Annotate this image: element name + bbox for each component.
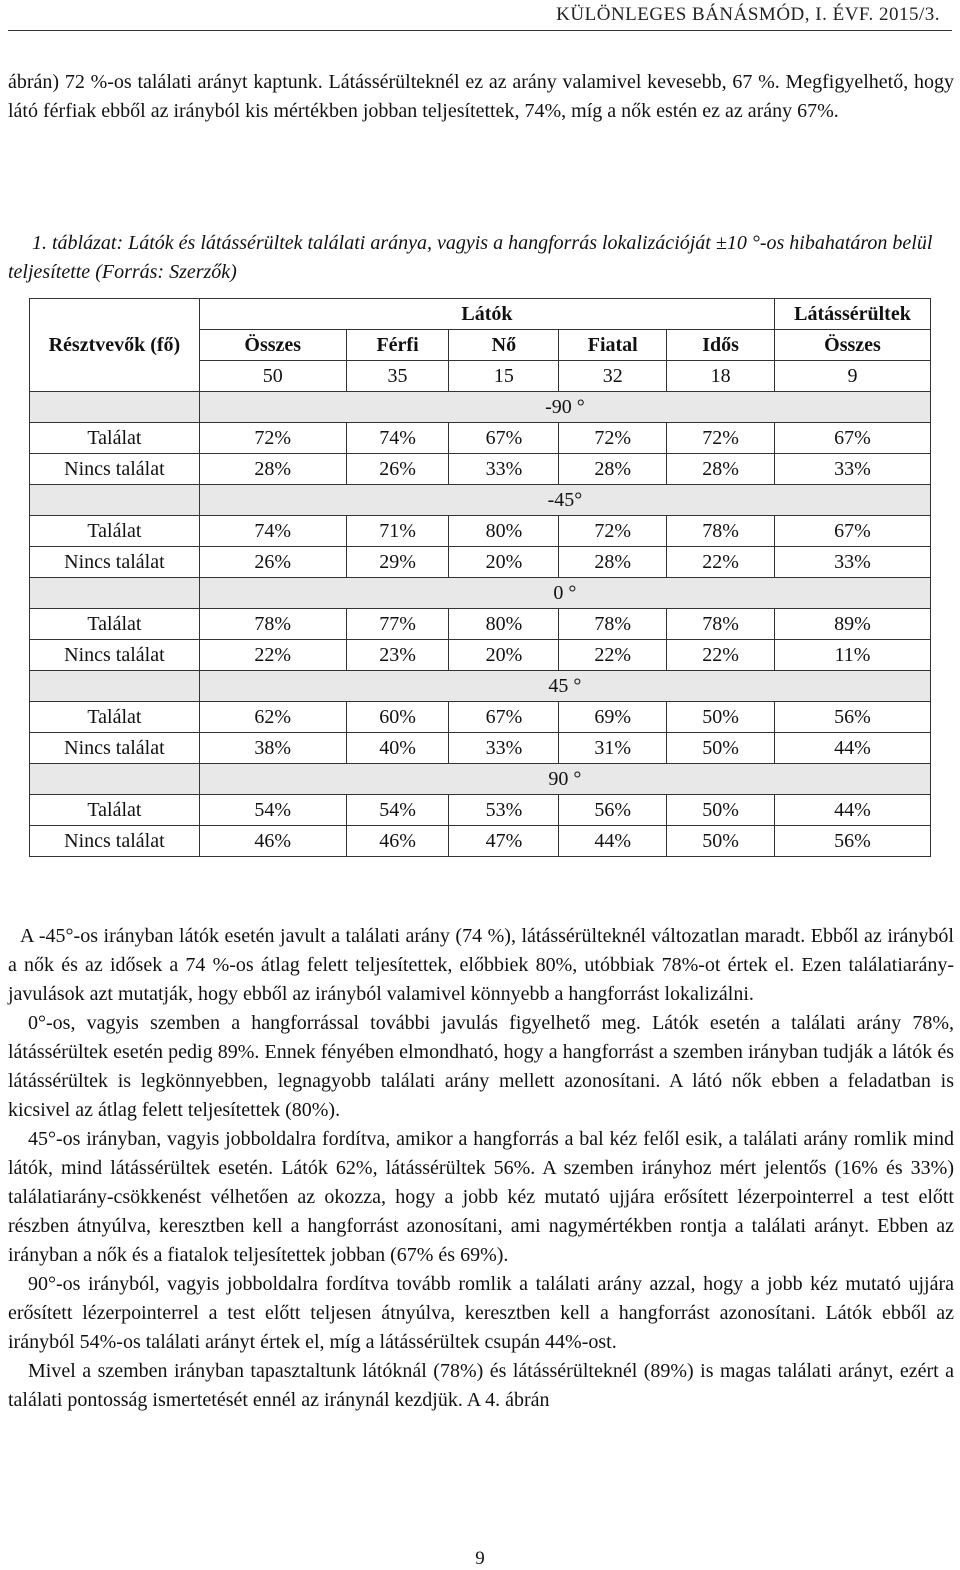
table-row: [30, 516, 931, 547]
value-cell: 50%: [667, 702, 775, 733]
angle-row: [30, 485, 931, 516]
header-divider: [8, 30, 952, 31]
table-row: [30, 454, 931, 485]
value-cell: 22%: [667, 547, 775, 578]
value-cell: 67%: [449, 423, 559, 454]
value-cell: 78%: [559, 609, 667, 640]
table-row: [30, 733, 931, 764]
body-paragraph: 45°-os irányban, vagyis jobboldalra fordítva, amikor a hangforrás a bal kéz felől esik, a találati arány romlik mind látók, mind látássérültek esetén. Látók 62%, látássérültek 56%. A szemben irányhoz mért jelentős (16% és 33%) találatiarány-csökkenést vélhetően az okozza, hogy a jobb kéz mutató ujjára erősített lézerpointerrel a test előtt részben átnyúlva, keresztben kell a hangforrást azonosítani, ami nagymértékben rontja a találati arányt. Ebben az irányban a nők és a fiatalok teljesítettek jobban (67% és 69%).: [8, 1128, 954, 1266]
value-cell: 71%: [346, 516, 449, 547]
angle-label: 90 °: [199, 764, 930, 795]
column-header: Fiatal: [559, 330, 667, 361]
running-header: KÜLÖNLEGES BÁNÁSMÓD, I. ÉVF. 2015/3.: [556, 4, 940, 25]
angle-label: 45 °: [199, 671, 930, 702]
value-cell: 67%: [449, 702, 559, 733]
body-text: [8, 922, 954, 1415]
value-cell: 20%: [449, 640, 559, 671]
value-cell: 40%: [346, 733, 449, 764]
angle-row-blank: [30, 578, 200, 609]
count-cell: 9: [775, 361, 931, 392]
angle-row-blank: [30, 671, 200, 702]
body-paragraph: Mivel a szemben irányban tapasztaltunk látóknál (78%) és látássérülteknél (89%) is magas találati arányt, ezért a találati pontosság ismertetését ennél az iránynál kezdjük. A 4. ábrán: [8, 1360, 954, 1411]
table-header-row-groups: [30, 299, 931, 330]
angle-label: 0 °: [199, 578, 930, 609]
value-cell: 54%: [346, 795, 449, 826]
value-cell: 72%: [199, 423, 346, 454]
value-cell: 56%: [775, 702, 931, 733]
table-row: [30, 640, 931, 671]
value-cell: 50%: [667, 795, 775, 826]
body-paragraph: 0°-os, vagyis szemben a hangforrással további javulás figyelhető meg. Látók esetén a találati arány 78%, látássérültek esetén pedig 89%. Ennek fényében elmondható, hogy a hangforrást a szemben irányban tudják a látók és látássérültek is legkönnyebben, legnagyobb találati arány mellett azonosítani. A látó nők ebben a feladatban is kicsivel az átlag felett teljesítettek (80%).: [8, 1012, 954, 1121]
value-cell: 72%: [667, 423, 775, 454]
value-cell: 78%: [667, 609, 775, 640]
group-sighted-header: Látók: [199, 299, 774, 330]
value-cell: 60%: [346, 702, 449, 733]
count-cell: 15: [449, 361, 559, 392]
value-cell: 72%: [559, 423, 667, 454]
value-cell: 29%: [346, 547, 449, 578]
row-label: Találat: [30, 423, 200, 454]
value-cell: 23%: [346, 640, 449, 671]
value-cell: 38%: [199, 733, 346, 764]
row-label: Találat: [30, 516, 200, 547]
value-cell: 22%: [199, 640, 346, 671]
value-cell: 72%: [559, 516, 667, 547]
angle-row-blank: [30, 485, 200, 516]
row-label: Találat: [30, 702, 200, 733]
value-cell: 44%: [559, 826, 667, 857]
angle-row: [30, 671, 931, 702]
value-cell: 50%: [667, 826, 775, 857]
column-header: Összes: [775, 330, 931, 361]
value-cell: 78%: [667, 516, 775, 547]
row-label: Nincs találat: [30, 640, 200, 671]
table-row: [30, 702, 931, 733]
row-label: Nincs találat: [30, 454, 200, 485]
angle-row-blank: [30, 392, 200, 423]
table-row: [30, 826, 931, 857]
value-cell: 26%: [199, 547, 346, 578]
value-cell: 74%: [199, 516, 346, 547]
results-table: [29, 298, 931, 857]
value-cell: 31%: [559, 733, 667, 764]
value-cell: 28%: [199, 454, 346, 485]
value-cell: 33%: [775, 547, 931, 578]
row-label: Nincs találat: [30, 733, 200, 764]
table-caption: 1. táblázat: Látók és látássérültek találati aránya, vagyis a hangforrás lokalizációját ±10 °-os hibahatáron belül teljesítette (Forrás: Szerzők): [8, 232, 933, 283]
column-header: Nő: [449, 330, 559, 361]
table-row: [30, 547, 931, 578]
value-cell: 44%: [775, 795, 931, 826]
value-cell: 77%: [346, 609, 449, 640]
value-cell: 50%: [667, 733, 775, 764]
value-cell: 11%: [775, 640, 931, 671]
value-cell: 62%: [199, 702, 346, 733]
value-cell: 44%: [775, 733, 931, 764]
table-row: [30, 609, 931, 640]
value-cell: 33%: [449, 454, 559, 485]
value-cell: 22%: [559, 640, 667, 671]
row-label: Nincs találat: [30, 547, 200, 578]
value-cell: 20%: [449, 547, 559, 578]
table-row: [30, 795, 931, 826]
value-cell: 46%: [199, 826, 346, 857]
value-cell: 28%: [559, 454, 667, 485]
table-row: [30, 423, 931, 454]
angle-row: [30, 392, 931, 423]
table-corner-label: Résztvevők (fő): [30, 299, 200, 392]
column-header: Összes: [199, 330, 346, 361]
value-cell: 54%: [199, 795, 346, 826]
value-cell: 89%: [775, 609, 931, 640]
count-cell: 18: [667, 361, 775, 392]
angle-row: [30, 764, 931, 795]
value-cell: 22%: [667, 640, 775, 671]
angle-label: -90 °: [199, 392, 930, 423]
value-cell: 33%: [449, 733, 559, 764]
value-cell: 69%: [559, 702, 667, 733]
value-cell: 56%: [775, 826, 931, 857]
column-header: Férfi: [346, 330, 449, 361]
row-label: Találat: [30, 795, 200, 826]
value-cell: 28%: [559, 547, 667, 578]
body-paragraph: 90°-os irányból, vagyis jobboldalra fordítva tovább romlik a találati arány azzal, hogy a jobb kéz mutató ujjára erősített lézerpointerrel a test előtt teljesen átnyúlva, keresztben kell a hangforrást azonosítani. Látók ebből az irányból 54%-os találati arányt értek el, míg a látássérültek csupán 44%-ost.: [8, 1273, 954, 1353]
value-cell: 28%: [667, 454, 775, 485]
angle-row-blank: [30, 764, 200, 795]
angle-row: [30, 578, 931, 609]
value-cell: 46%: [346, 826, 449, 857]
value-cell: 80%: [449, 609, 559, 640]
value-cell: 33%: [775, 454, 931, 485]
value-cell: 56%: [559, 795, 667, 826]
row-label: Találat: [30, 609, 200, 640]
angle-label: -45°: [199, 485, 930, 516]
row-label: Nincs találat: [30, 826, 200, 857]
page-number: 9: [475, 1548, 485, 1569]
body-paragraph: A -45°-os irányban látók esetén javult a találati arány (74 %), látássérülteknél változatlan maradt. Ebből az irányból a nők és az idősek a 74 %-os átlag felett teljesítettek, előbbiek 80%, utóbbiak 78%-ot értek el. Ezen találatiarány-javulások azt mutatják, hogy ebből az irányból valamivel könnyebb a hangforrást lokalizálni.: [8, 925, 954, 1005]
value-cell: 67%: [775, 423, 931, 454]
count-cell: 35: [346, 361, 449, 392]
value-cell: 78%: [199, 609, 346, 640]
intro-paragraph: ábrán) 72 %-os találati arányt kaptunk. Látássérülteknél ez az arány valamivel kevesebb, 67 %. Megfigyelhető, hogy látó férfiak ebből az irányból kis mértékben jobban teljesítettek, 74%, míg a nők estén ez az arány 67%.: [8, 71, 954, 122]
value-cell: 67%: [775, 516, 931, 547]
group-impaired-header: Látássérültek: [775, 299, 931, 330]
count-cell: 32: [559, 361, 667, 392]
column-header: Idős: [667, 330, 775, 361]
count-cell: 50: [199, 361, 346, 392]
value-cell: 80%: [449, 516, 559, 547]
value-cell: 47%: [449, 826, 559, 857]
value-cell: 26%: [346, 454, 449, 485]
value-cell: 53%: [449, 795, 559, 826]
value-cell: 74%: [346, 423, 449, 454]
